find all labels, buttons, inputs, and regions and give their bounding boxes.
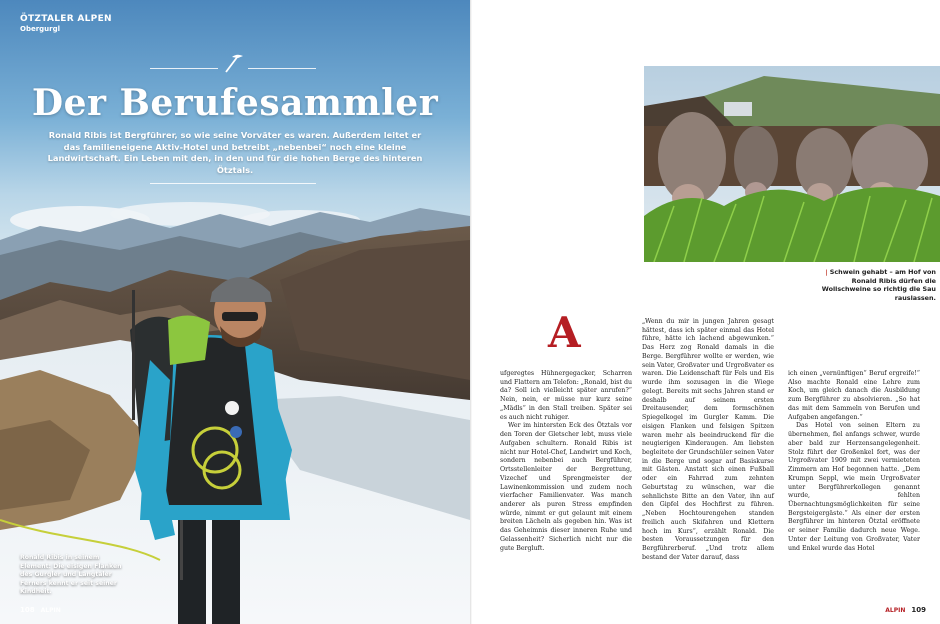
paragraph: Das Hotel von seinen Eltern zu übernehmen, fiel anfangs schwer, wurde aber bald zur Herzensangelegenheit. Stolz führt der Großenkel fort, was der Urgroßvater 1909 mit zwei vermieteten Zimmern am Hof begonnen hatte. „Dem Krumpn Seppl, wie mein Urgroßvater unter Bergführerkollegen genannt wurde, fehlten Übernachtungsmöglichkeiten für seine Bergsteigergäste.“ Als einer der ersten Bergführer im hinteren Ötztal eröffnete er seiner Familie dadurch neue Wege. Unter der Leitung von Großvater, Vater und Enkel wurde das Hotel	[788, 422, 920, 552]
page-number-left: 108	[20, 606, 35, 614]
right-page	[472, 0, 940, 624]
photo-wool-pigs	[644, 66, 940, 262]
drop-cap: A	[548, 308, 581, 357]
paragraph: ich einen „vernünftigen“ Beruf ergreife!“ Also machte Ronald eine Lehre zum Koch, um gleich danach die Ausbildung zum Bergführer zu absolvieren. „So hat das mit dem Sammeln von Berufen und Aufgaben angefangen.“	[788, 370, 920, 421]
kicker-region: ÖTZTALER ALPEN	[20, 14, 112, 24]
page-number-right: 109	[911, 606, 926, 614]
paragraph: Wer im hintersten Eck des Ötztals vor den Toren der Gletscher lebt, muss viele Aufgaben schultern. Ronald Ribis ist nicht nur Hotel-Chef, Landwirt und Koch, sondern nebenbei auch Bergführer, Ortsstellenleiter der Bergrettung, Vizechef und Sprengmeister der Lawinenkommission und zudem noch vierfacher Familienvater. Was manch anderer als puren Stress empfinden würde, nimmt er gut gelaunt mit einem breiten Lächeln als gegeben hin. Was ist das Geheimnis dieser inneren Ruhe und Gelassenheit? Sicherlich nicht nur die gute Bergluft.	[500, 422, 632, 552]
text-column-1	[500, 370, 632, 553]
text-column-2	[642, 318, 774, 563]
folio-right	[885, 606, 926, 614]
decorative-rule-bottom	[150, 183, 316, 184]
paragraph: „Wenn du mir in jungen Jahren gesagt hättest, dass ich später einmal das Hotel führe, hätte ich lachend abgewunken.“ Das Herz zog Ronald damals in die Berge. Bergführer wollte er werden, wie sein Vater, Großvater und Urgroßvater es waren. Die Leidenschaft für Fels und Eis wurde ihm sozusagen in die Wiege gelegt. Bereits mit sechs Jahren stand er deshalb auf seinem ersten Dreitausender, dem formschönen Spiegelkogel im Gurgler Kamm. Die eisigen Flanken und felsigen Spitzen waren mehr als beeindruckend für die neugierigen Kinderaugen. Am liebsten begleitete der Grundschüler seinen Vater in die Berge und sogar auf Basiskurse mit Gästen. Anstatt sich einen Fußball oder ein Fahrrad zum zehnten Geburtstag zu wünschen, war die sehnlichste Bitte an den Vater, ihn auf den Gipfel des Hochfirst zu führen. „Neben Hochtourengehen standen freilich auch Skifahren und Klettern hoch im Kurs“, erzählt Ronald. Die besten Voraussetzungen für den Bergführerberuf. „Und trotz allem bestand der Vater darauf, dass	[642, 318, 774, 561]
headline: Der Berufesammler	[31, 82, 439, 124]
ice-axe-icon	[222, 52, 244, 74]
folio-left	[20, 606, 61, 614]
decorative-rule-left	[150, 68, 218, 69]
photo-caption-left: Ronald Ribis in seinem Element: Die eisigen Flanken des Gurgler und Langtaler Ferners kennt er seit seiner Kindheit.	[20, 554, 122, 596]
brand-left: ALPIN	[40, 607, 61, 614]
photo-caption-right	[806, 268, 936, 303]
caption-right-text: Schwein gehabt – am Hof von Ronald Ribis dürfen die Wollschweine so richtig die Sau rauslassen.	[821, 268, 936, 303]
lede: Ronald Ribis ist Bergführer, so wie seine Vorväter es waren. Außerdem leitet er das familieneigene Aktiv-Hotel und betreibt „nebenbei“ noch eine kleine Landwirtschaft. Ein Leben mit den, in den und für die hohen Berge des hinteren Ötztals.	[47, 130, 423, 175]
brand-right: ALPIN	[885, 607, 906, 614]
text-column-3	[788, 370, 920, 553]
paragraph: ufgeregtes Hühnergegacker, Scharren und Flattern am Telefon: „Ronald, bist du da? Soll ich vielleicht später anrufen?“ Nein, nein, er müsse nur kurz seine „Mädls“ in den Stall treiben. Später sei es auch nicht ruhiger.	[500, 370, 632, 421]
decorative-rule-right	[248, 68, 316, 69]
caption-marker: |	[825, 268, 830, 276]
kicker-place: Obergurgl	[20, 25, 61, 33]
kicker	[20, 14, 112, 33]
